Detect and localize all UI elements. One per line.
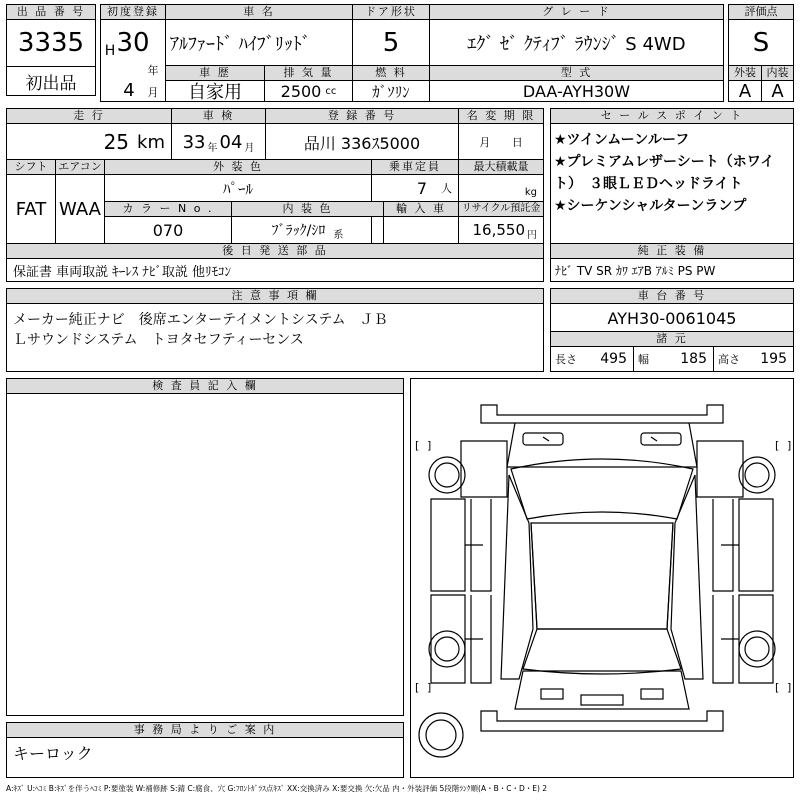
deadline-value: 月 日 <box>479 136 523 149</box>
plate-value: 品川 336ｽ5000 <box>303 133 421 153</box>
plate-label: 登 録 番 号 <box>266 109 458 124</box>
chassis-box <box>550 288 794 372</box>
registration-year: 30 <box>116 28 150 58</box>
inspection-year: 33 <box>182 131 206 153</box>
right-bracket-mark: ] <box>787 439 792 452</box>
chassis-label: 車 台 番 号 <box>551 289 793 304</box>
mileage-value <box>7 125 171 159</box>
year-unit: 年 <box>147 64 159 77</box>
inspection-value <box>172 125 265 159</box>
model-name: ｱﾙﾌｧｰﾄﾞ ﾊｲﾌﾞﾘｯﾄﾞ <box>170 34 311 55</box>
displacement-value <box>265 81 352 101</box>
interior-color-label: 内 装 色 <box>232 202 383 217</box>
right-bracket-mark: ] <box>427 681 432 694</box>
lot-number: 3335 <box>17 28 85 58</box>
office-box <box>6 722 404 778</box>
details-box <box>6 108 544 282</box>
later-parts-label: 後 日 発 送 部 品 <box>7 244 543 259</box>
later-parts-value: 保証書 車両取説 ｷｰﾚｽ ﾅﾋﾞ取説 他ﾘﾓｺﾝ <box>13 264 232 280</box>
color-number-label: カ ラ ー N o . <box>105 202 231 217</box>
inspector-box <box>6 378 404 716</box>
chassis-number: AYH30-0061045 <box>607 308 737 328</box>
recycle-value <box>459 217 543 243</box>
length-value: 495 <box>600 351 627 367</box>
recycle-label: リサイクル預託金 <box>459 202 543 217</box>
inspection-month: 04 <box>219 131 243 153</box>
width <box>634 348 713 370</box>
grade-value: ｴｸﾞ ｾﾞ ｸﾃｨﾌﾞ ﾗｳﾝｼﾞ S 4WD <box>467 34 686 55</box>
inspection-month-unit: 月 <box>244 142 255 154</box>
interior-color-unit: 系 <box>333 229 344 241</box>
capacity-value <box>372 175 458 201</box>
interior-label: 内装 <box>762 66 793 81</box>
notes-line: Ｌサウンドシステム トヨタセフティーセンス <box>13 332 304 348</box>
genuine-equipment-value: ﾅﾋﾞ TV SR ｶﾜ ｴｱB ｱﾙﾐ PS PW <box>555 263 716 278</box>
history-value: 自家用 <box>188 82 242 103</box>
registration-month: 4 <box>123 79 135 101</box>
model-label: 車 名 <box>166 5 352 20</box>
capacity-label: 乗車定員 <box>372 160 458 175</box>
interior-color-text: ﾌﾞﾗｯｸ/ｼﾛ <box>271 223 326 239</box>
mileage-label: 走 行 <box>7 109 171 124</box>
vehicle-info-box <box>100 4 724 102</box>
sales-point: ★ツインムーンルーフ <box>554 132 690 148</box>
recycle-amount: 16,550 <box>472 221 525 239</box>
exterior-color-value: ﾊﾟｰﾙ <box>222 179 253 198</box>
door-label: ドア形状 <box>353 5 429 20</box>
door-value: 5 <box>382 28 400 58</box>
first-registration-label: 初度登録 <box>101 5 165 20</box>
month-unit: 月 <box>147 86 159 99</box>
sales-point: ト） ３眼ＬＥＤヘッドライト <box>554 176 743 192</box>
max-load-label: 最大積載量 <box>459 160 543 175</box>
notes-line: メーカー純正ナビ 後席エンターテイメントシステム ＪＢ <box>13 312 388 328</box>
inspection-label: 車 検 <box>172 109 265 124</box>
inspector-label: 検 査 員 記 入 欄 <box>7 379 403 394</box>
office-label: 事 務 局 よ り ご 案 内 <box>7 723 403 738</box>
genuine-equipment-label: 純 正 装 備 <box>551 244 793 259</box>
max-load-value <box>459 175 543 201</box>
office-text: キーロック <box>13 744 93 763</box>
right-bracket-mark: ] <box>787 681 792 694</box>
color-number-value: 070 <box>152 220 184 240</box>
score-label: 評価点 <box>729 5 793 20</box>
sales-point: ★シーケンシャルターンランプ <box>554 198 747 214</box>
notes-label: 注 意 事 項 欄 <box>7 289 543 304</box>
first-listing: 初出品 <box>25 73 77 94</box>
sales-box <box>550 108 794 282</box>
dimensions-label: 諸 元 <box>551 332 793 347</box>
inspection-year-unit: 年 <box>207 142 218 154</box>
width-label: 幅 <box>638 353 649 366</box>
legend: A:ｷｽﾞ U:ﾍｺﾐ B:ｷｽﾞを伴うﾍｺﾐ P:要塗装 W:補修跡 S:錆 C:腐食、穴 G:ﾌﾛﾝﾄｶﾞﾗｽ点ｷｽﾞ XX:交換済み X:要交換 欠:欠品 内・外装評価 5段階ﾗﾝｸ順(A・B・C・D・E) 2 <box>6 784 548 793</box>
displacement-label: 排 気 量 <box>265 66 352 81</box>
left-bracket-mark: [ <box>415 439 420 452</box>
deadline-label: 名 変 期 限 <box>459 109 543 124</box>
left-bracket-mark: [ <box>775 439 780 452</box>
displacement-number: 2500 <box>280 81 322 101</box>
history-label: 車 歴 <box>166 66 264 81</box>
height <box>714 348 793 370</box>
score-value: S <box>752 28 770 58</box>
length-label: 長さ <box>555 353 577 366</box>
ac-value: WAA <box>59 198 101 220</box>
width-value: 185 <box>680 351 707 367</box>
shift-label: シフト <box>7 160 55 175</box>
type-value: DAA-AYH30W <box>522 81 631 101</box>
exterior-color-label: 外 装 色 <box>105 160 371 175</box>
sales-point: ★プレミアムレザーシート（ホワイ <box>554 154 775 170</box>
sales-points-label: セ ー ル ス ポ イ ン ト <box>551 109 793 124</box>
import-label: 輸 入 車 <box>384 202 458 217</box>
exterior-grade: A <box>738 80 752 102</box>
car-diagram <box>411 379 793 777</box>
fuel-label: 燃 料 <box>353 66 429 81</box>
notes-box <box>6 288 544 372</box>
car-diagram-box <box>410 378 794 778</box>
grade-label: グ レ ー ド <box>430 5 723 20</box>
recycle-unit: 円 <box>527 229 537 241</box>
height-label: 高さ <box>718 353 740 366</box>
mileage-number: 25 <box>103 130 130 154</box>
type-label: 型 式 <box>430 66 723 81</box>
ac-label: エアコン <box>56 160 104 175</box>
displacement-unit: cc <box>325 85 337 97</box>
right-bracket-mark: ] <box>427 439 432 452</box>
fuel-value: ｶﾞｿﾘﾝ <box>372 82 410 101</box>
exterior-label: 外装 <box>729 66 761 81</box>
shift-value: FAT <box>15 198 47 220</box>
capacity-number: 7 <box>416 178 427 198</box>
interior-color-value <box>232 217 383 243</box>
left-bracket-mark: [ <box>415 681 420 694</box>
capacity-unit: 人 <box>441 182 452 195</box>
max-load-unit: kg <box>524 186 537 198</box>
interior-grade: A <box>771 80 784 102</box>
era: H <box>104 43 116 59</box>
mileage-unit: km <box>137 131 165 153</box>
lot-number-label: 出 品 番 号 <box>7 5 95 20</box>
left-bracket-mark: [ <box>775 681 780 694</box>
length <box>551 348 633 370</box>
height-value: 195 <box>760 351 787 367</box>
score-box <box>728 4 794 102</box>
lot-number-box <box>6 4 96 96</box>
